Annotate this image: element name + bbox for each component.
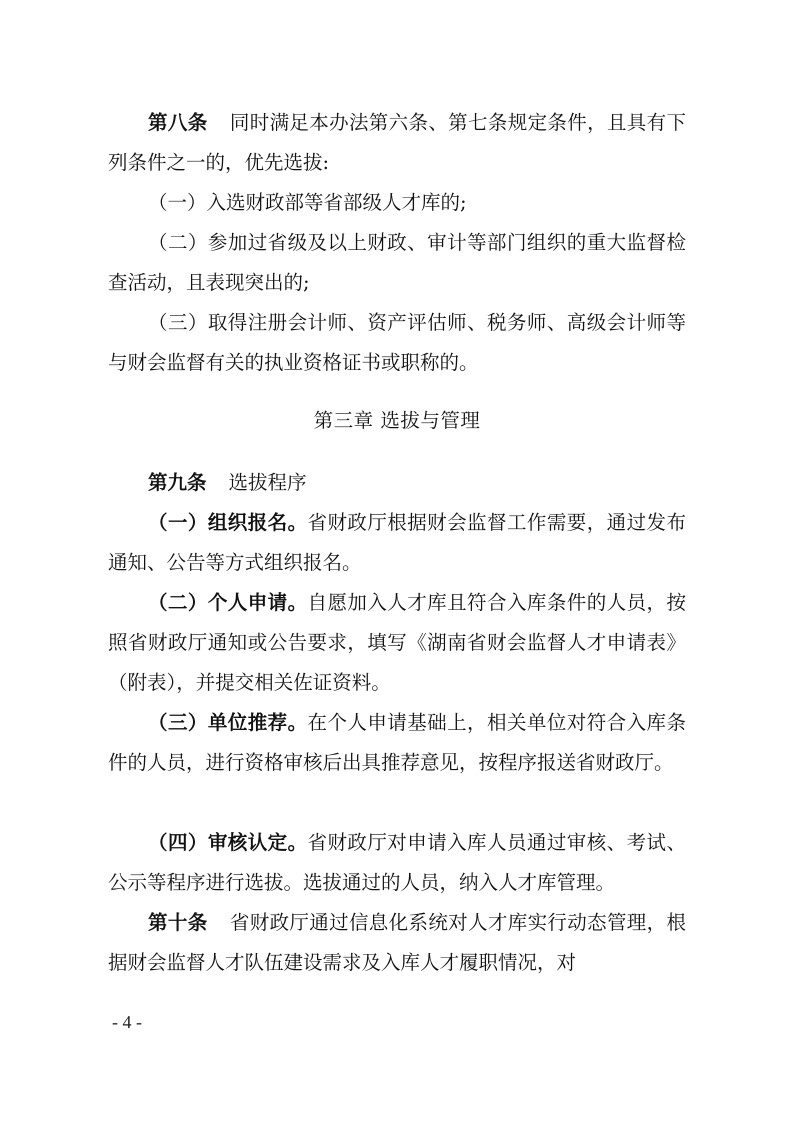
- article-8: [108, 103, 686, 183]
- article-9-step-4: [108, 823, 686, 903]
- article-9-step-2: [108, 583, 686, 703]
- article-9: [108, 463, 686, 503]
- article-10: [108, 903, 686, 983]
- step-2-label: （二）个人申请。: [148, 591, 308, 614]
- article-8-item-3: （三）取得注册会计师、资产评估师、税务师、高级会计师等与财会监督有关的执业资格证书或职称的。: [108, 311, 686, 374]
- step-1-text: 省财政厅根据财会监督工作需要，通过发布通知、公告等方式组织报名。: [108, 511, 686, 574]
- article-8-item-1: （一）入选财政部等省部级人才库的;: [148, 191, 467, 214]
- step-1-label: （一）组织报名。: [148, 511, 308, 534]
- article-9-step-3: [108, 703, 686, 783]
- chapter-3-title: 第三章 选拔与管理: [313, 409, 481, 432]
- page-number: - 4 -: [112, 1012, 142, 1032]
- step-4-label: （四）审核认定。: [148, 831, 308, 854]
- step-2-text: 自愿加入人才库且符合入库条件的人员，按照省财政厅通知或公告要求，填写《湖南省财会监督人才申请表》（附表），并提交相关佐证资料。: [108, 591, 686, 694]
- step-3-text: 在个人申请基础上，相关单位对符合入库条件的人员，进行资格审核后出具推荐意见，按程序报送省财政厅。: [108, 711, 686, 774]
- article-8-label: 第八条: [148, 111, 208, 134]
- step-4-text: 省财政厅对申请入库人员通过审核、考试、公示等程序进行选拔。选拔通过的人员，纳入人才库管理。: [108, 831, 686, 894]
- article-10-text: 省财政厅通过信息化系统对人才库实行动态管理，根据财会监督人才队伍建设需求及入库人才履职情况，对: [108, 911, 686, 974]
- article-8-text: 同时满足本办法第六条、第七条规定条件，且具有下列条件之一的，优先选拔:: [108, 111, 686, 174]
- article-9-label: 第九条: [148, 471, 207, 494]
- article-8-item-2: （二）参加过省级及以上财政、审计等部门组织的重大监督检查活动，且表现突出的;: [108, 231, 686, 294]
- article-10-label: 第十条: [148, 911, 208, 934]
- article-9-text: 选拔程序: [228, 471, 307, 494]
- step-3-label: （三）单位推荐。: [148, 711, 308, 734]
- article-9-step-1: [108, 503, 686, 583]
